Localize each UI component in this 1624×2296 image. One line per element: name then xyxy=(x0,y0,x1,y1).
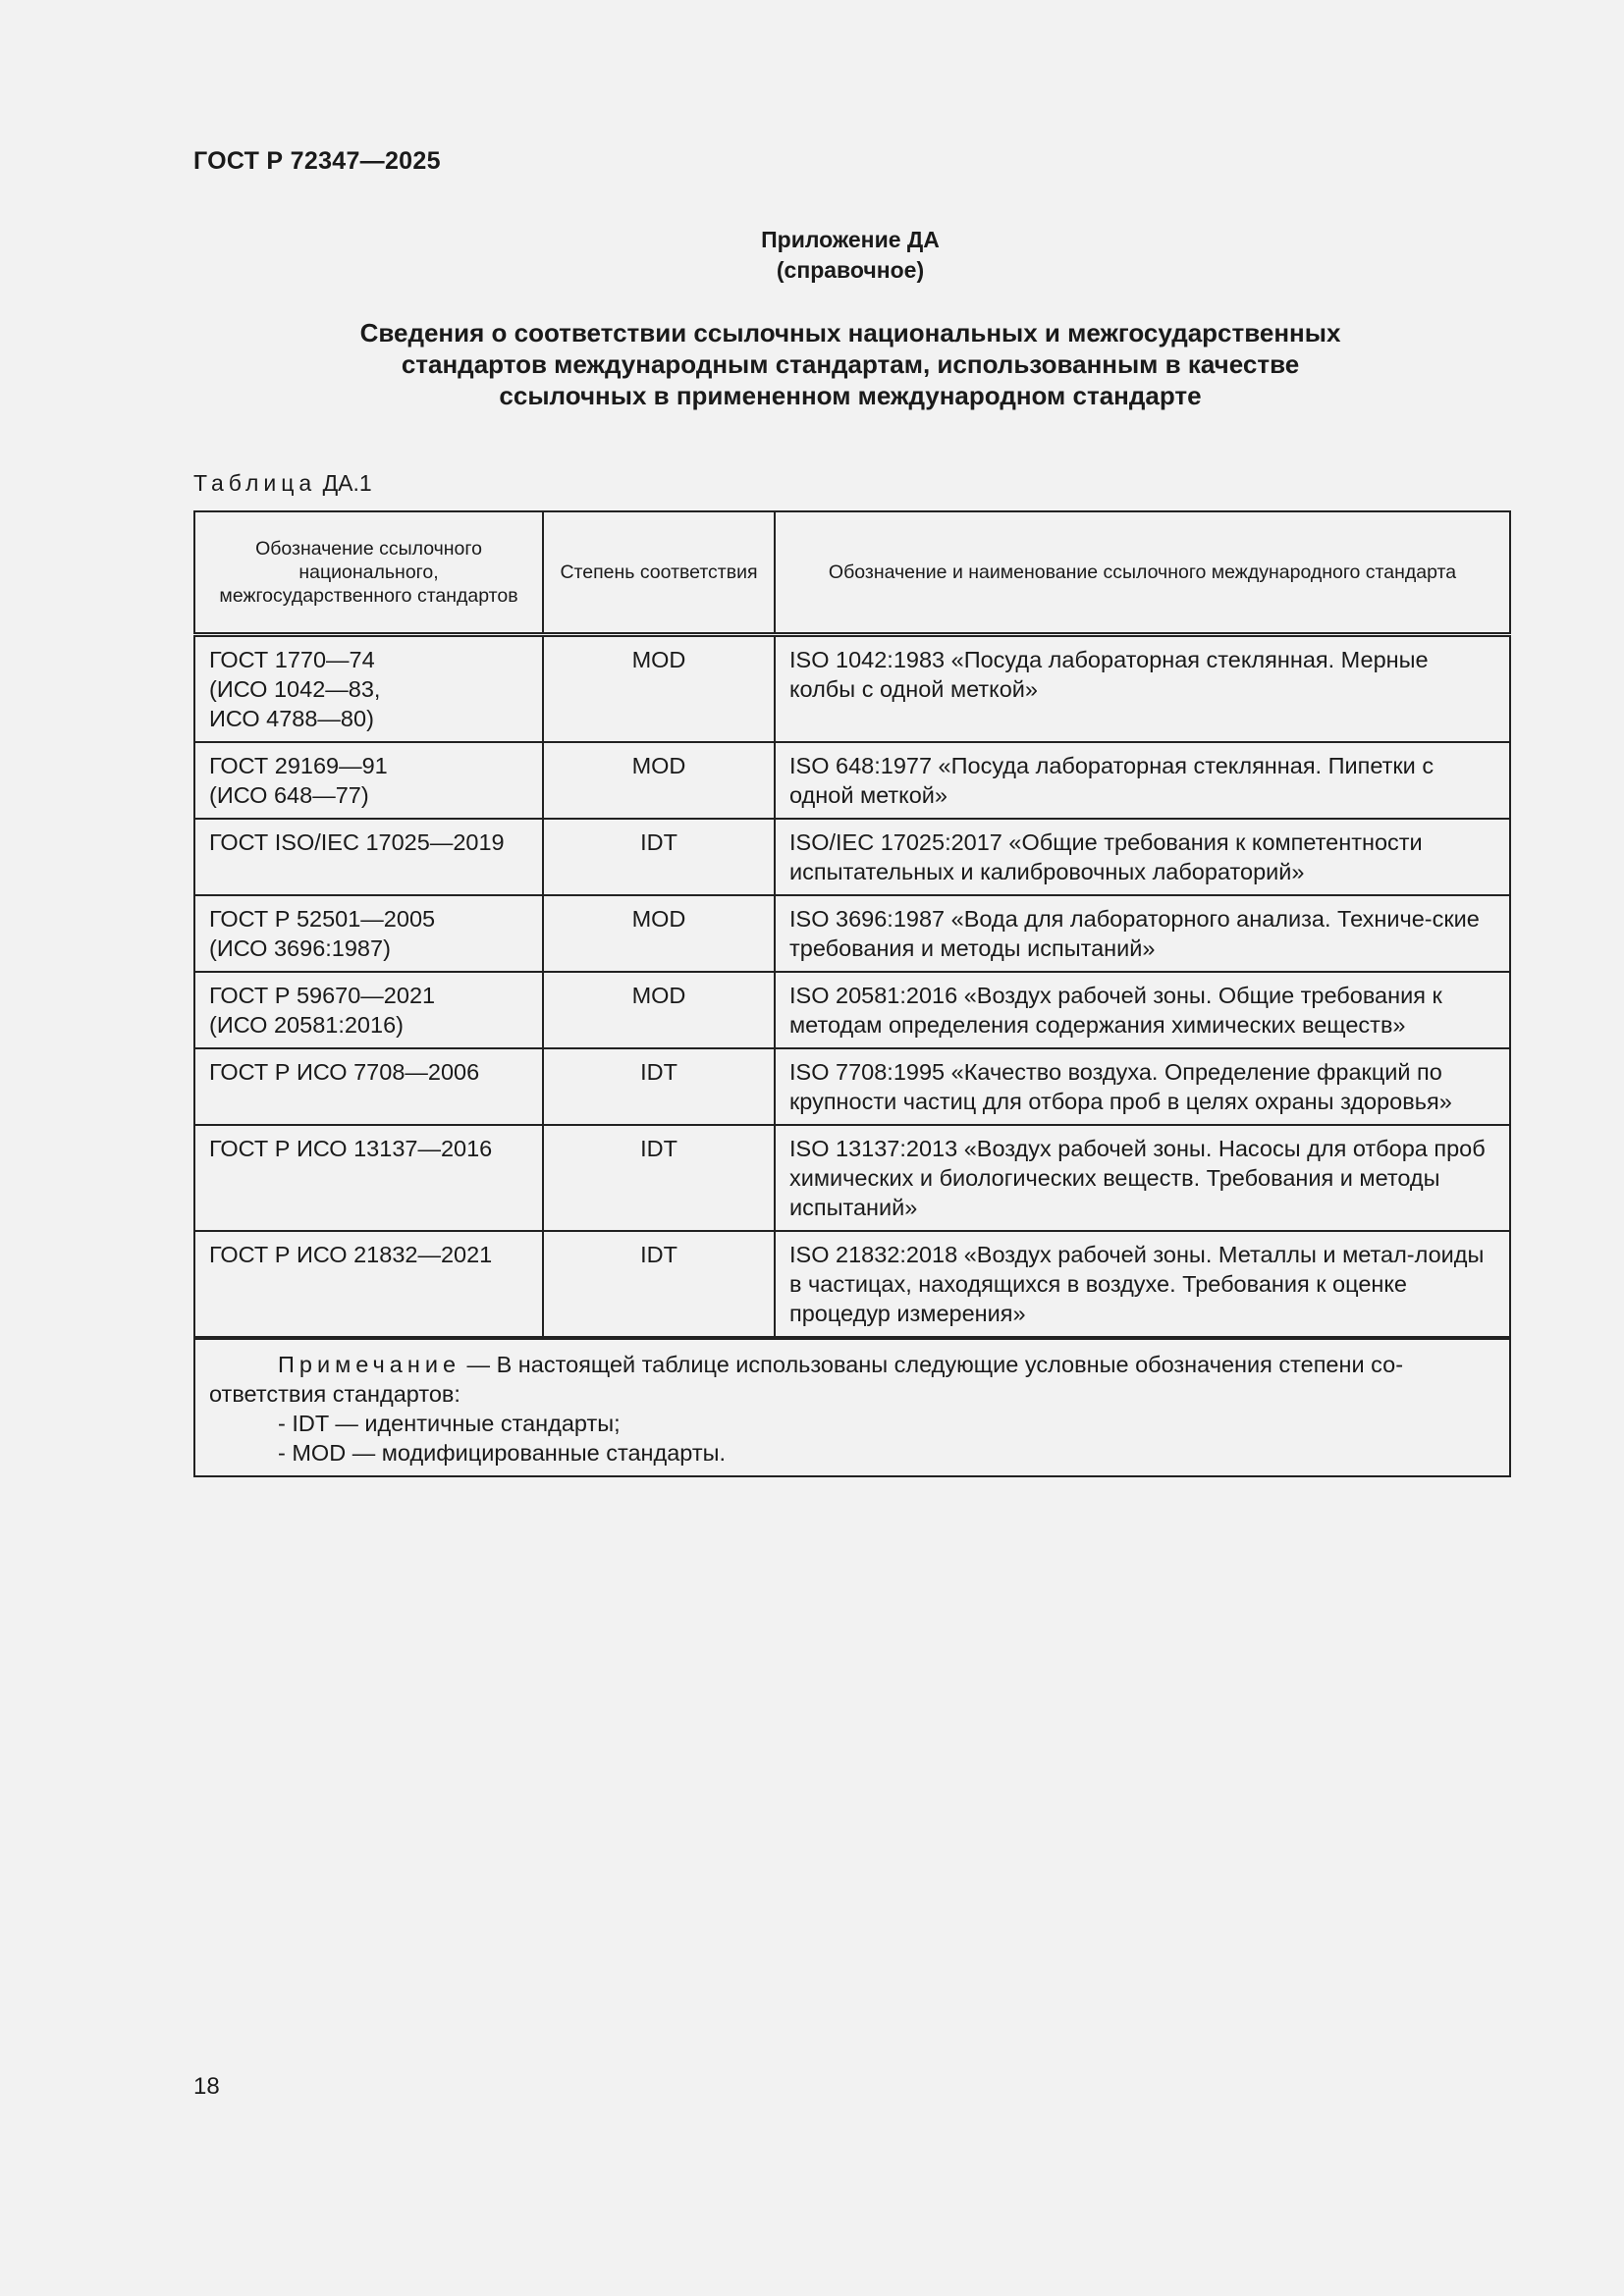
national-standard-cell xyxy=(194,819,543,895)
degree-cell: IDT xyxy=(543,1125,775,1231)
national-standard-line: (ИСО 648—77) xyxy=(209,782,369,808)
degree-cell: IDT xyxy=(543,819,775,895)
national-standard-line: ГОСТ Р ИСО 7708—2006 xyxy=(209,1059,480,1085)
table-row xyxy=(194,635,1510,743)
table-caption-word: Таблица xyxy=(193,470,317,496)
note-item: - IDT — идентичные стандарты; xyxy=(278,1411,621,1436)
table-caption-id: ДА.1 xyxy=(322,470,372,496)
table-row xyxy=(194,742,1510,819)
national-standard-line: ГОСТ ISO/IEC 17025—2019 xyxy=(209,829,505,855)
degree-cell: MOD xyxy=(543,895,775,972)
section-title xyxy=(0,317,1624,411)
national-standard-line: (ИСО 20581:2016) xyxy=(209,1012,404,1038)
table-row xyxy=(194,819,1510,895)
table-note xyxy=(194,1338,1510,1476)
national-standard-line: ГОСТ Р ИСО 21832—2021 xyxy=(209,1242,493,1267)
table-row xyxy=(194,1125,1510,1231)
national-standard-line: (ИСО 1042—83, xyxy=(209,676,381,702)
appendix-heading xyxy=(0,225,1624,286)
appendix-subtitle: (справочное) xyxy=(776,257,925,283)
note-dash: — xyxy=(460,1352,497,1377)
table-row xyxy=(194,895,1510,972)
national-standard-line: ГОСТ 1770—74 xyxy=(209,647,375,672)
national-standard-cell xyxy=(194,635,543,743)
table-row xyxy=(194,1048,1510,1125)
international-standard-cell: ISO 21832:2018 «Воздух рабочей зоны. Металлы и метал-лоиды в частицах, находящихся в воздухе. Требования к оценке процедур измерения» xyxy=(775,1231,1510,1338)
national-standard-line: ГОСТ 29169—91 xyxy=(209,753,388,778)
degree-cell: MOD xyxy=(543,972,775,1048)
section-title-line: ссылочных в примененном международном стандарте xyxy=(499,381,1202,410)
document-code: ГОСТ Р 72347—2025 xyxy=(193,147,441,175)
correspondence-table xyxy=(193,510,1511,1477)
table-caption xyxy=(193,470,372,497)
page-number: 18 xyxy=(193,2073,220,2100)
national-standard-cell xyxy=(194,1048,543,1125)
degree-cell: MOD xyxy=(543,742,775,819)
column-header-national: Обозначение ссылочного национального, межгосударственного стандартов xyxy=(194,511,543,635)
international-standard-cell: ISO/IEC 17025:2017 «Общие требования к компетентности испытательных и калибровочных лабораторий» xyxy=(775,819,1510,895)
national-standard-line: ГОСТ Р 52501—2005 xyxy=(209,906,436,932)
section-title-line: стандартов международным стандартам, использованным в качестве xyxy=(401,349,1300,379)
national-standard-line: (ИСО 3696:1987) xyxy=(209,935,391,961)
table-row xyxy=(194,1231,1510,1338)
column-header-international: Обозначение и наименование ссылочного международного стандарта xyxy=(775,511,1510,635)
appendix-title: Приложение ДА xyxy=(761,227,940,252)
degree-cell: MOD xyxy=(543,635,775,743)
note-text: В настоящей таблице использованы следующие условные обозначения степени со-ответствия стандартов: xyxy=(209,1352,1404,1407)
international-standard-cell: ISO 648:1977 «Посуда лабораторная стеклянная. Пипетки с одной меткой» xyxy=(775,742,1510,819)
note-item: - MOD — модифицированные стандарты. xyxy=(278,1440,727,1466)
national-standard-cell xyxy=(194,972,543,1048)
national-standard-cell xyxy=(194,895,543,972)
national-standard-cell xyxy=(194,742,543,819)
table-header-row xyxy=(194,511,1510,635)
international-standard-cell: ISO 20581:2016 «Воздух рабочей зоны. Общие требования к методам определения содержания химических веществ» xyxy=(775,972,1510,1048)
section-title-line: Сведения о соответствии ссылочных национальных и межгосударственных xyxy=(359,318,1341,347)
column-header-degree: Степень соответствия xyxy=(543,511,775,635)
international-standard-cell: ISO 13137:2013 «Воздух рабочей зоны. Насосы для отбора проб химических и биологических веществ. Требования и методы испытаний» xyxy=(775,1125,1510,1231)
table-note-row xyxy=(194,1338,1510,1476)
international-standard-cell: ISO 7708:1995 «Качество воздуха. Определение фракций по крупности частиц для отбора проб в целях охраны здоровья» xyxy=(775,1048,1510,1125)
national-standard-line: ИСО 4788—80) xyxy=(209,706,374,731)
degree-cell: IDT xyxy=(543,1231,775,1338)
national-standard-line: ГОСТ Р 59670—2021 xyxy=(209,983,436,1008)
national-standard-cell xyxy=(194,1125,543,1231)
national-standard-cell xyxy=(194,1231,543,1338)
note-label: Примечание xyxy=(278,1352,461,1377)
table-row xyxy=(194,972,1510,1048)
degree-cell: IDT xyxy=(543,1048,775,1125)
international-standard-cell: ISO 3696:1987 «Вода для лабораторного анализа. Техниче-ские требования и методы испытаний» xyxy=(775,895,1510,972)
national-standard-line: ГОСТ Р ИСО 13137—2016 xyxy=(209,1136,493,1161)
international-standard-cell: ISO 1042:1983 «Посуда лабораторная стеклянная. Мерные колбы с одной меткой» xyxy=(775,635,1510,743)
